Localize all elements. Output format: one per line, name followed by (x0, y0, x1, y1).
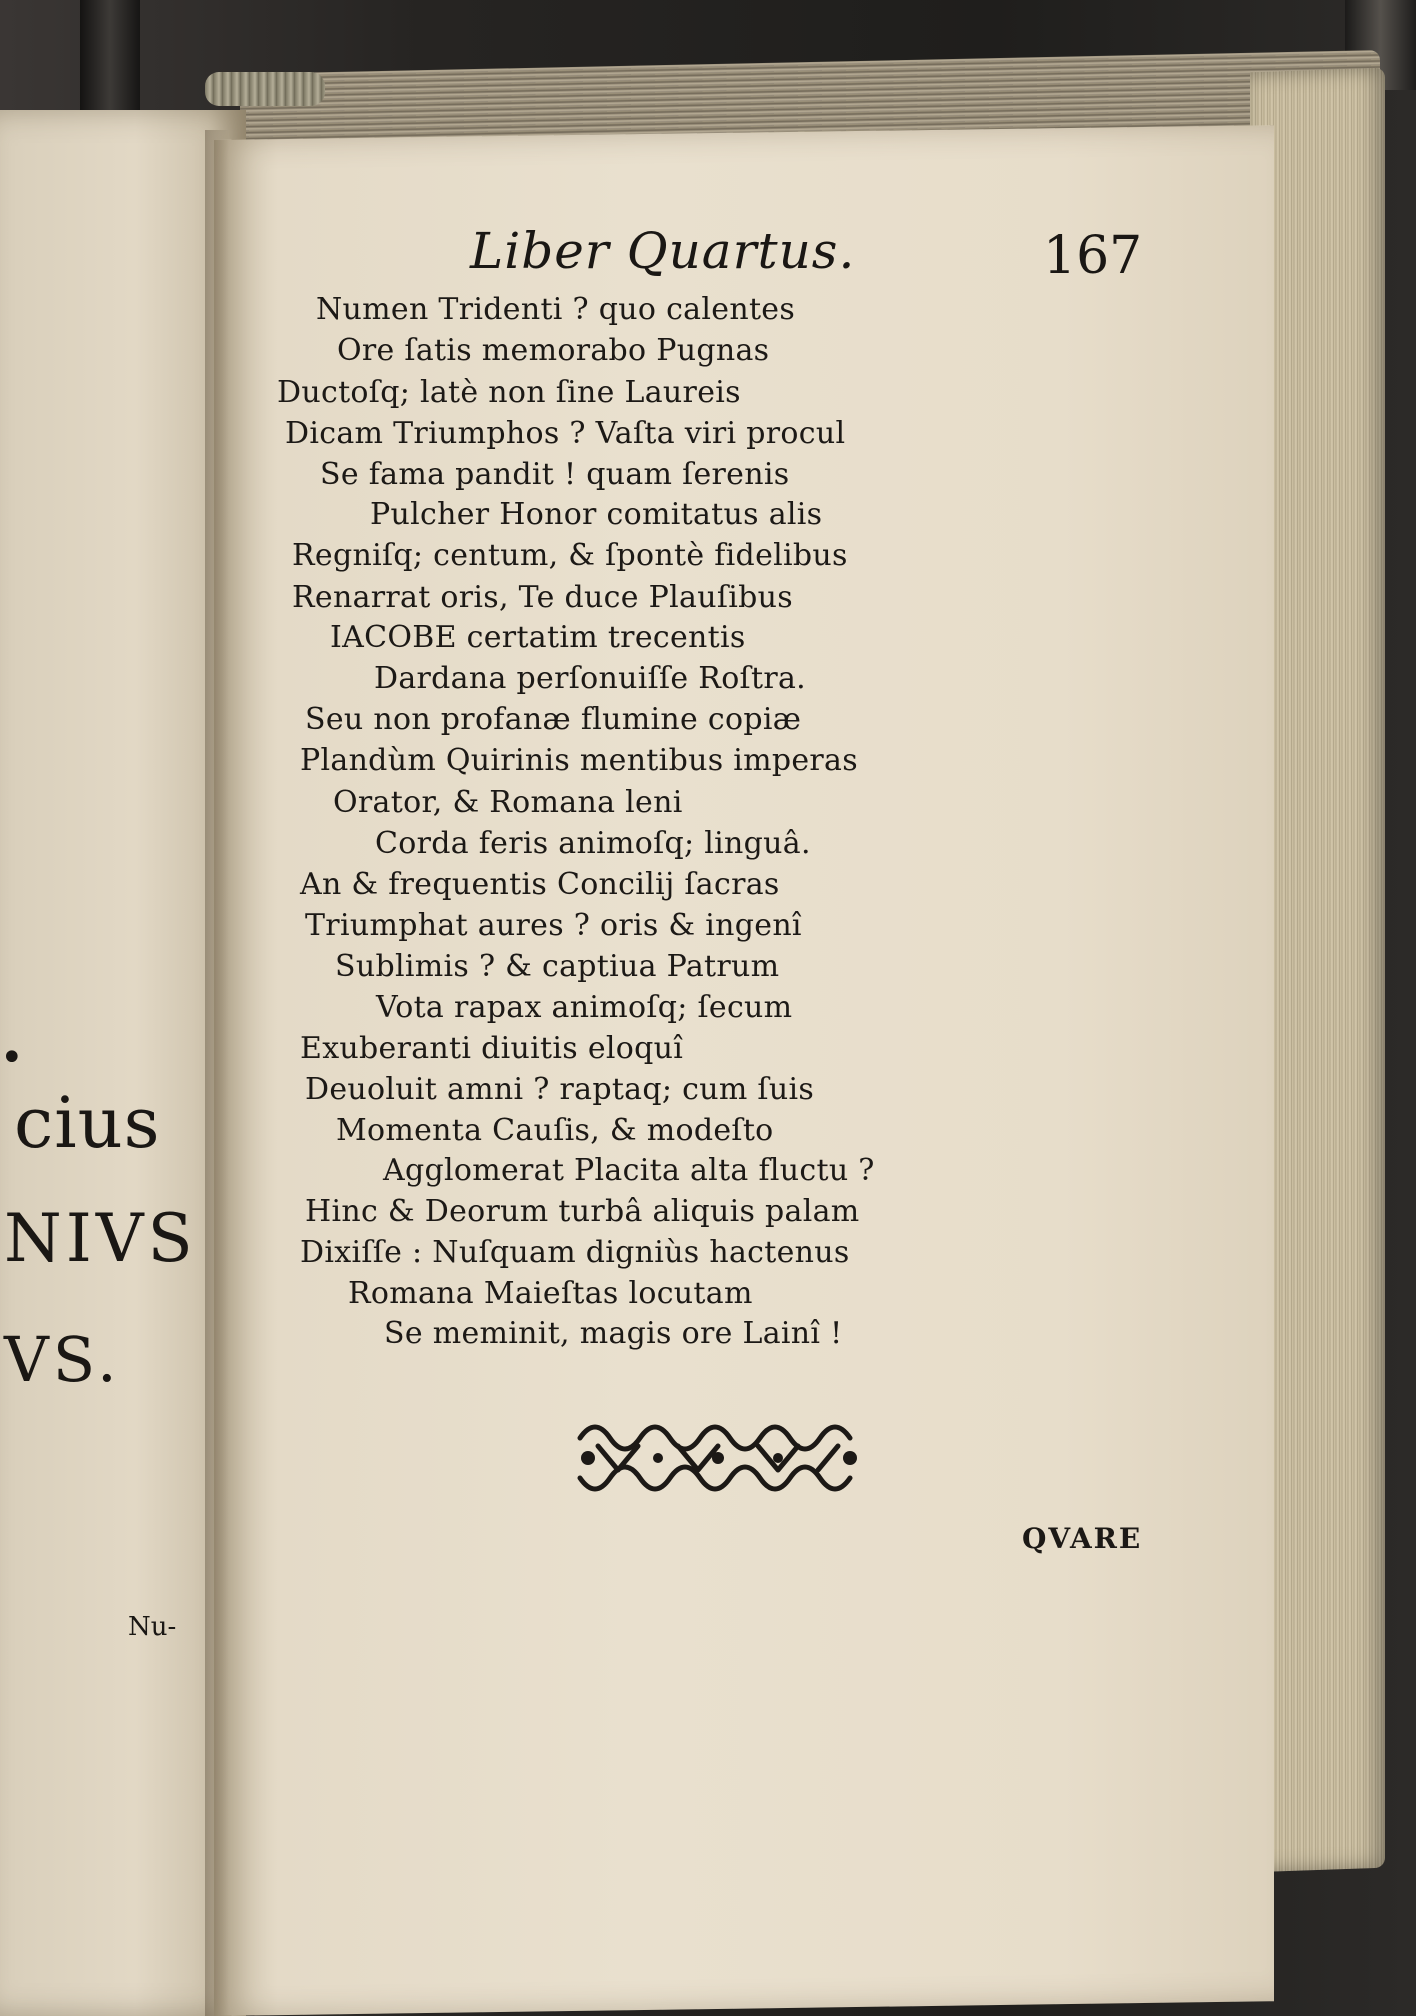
verse-line: Exuberanti diuitis eloquî (300, 1031, 684, 1066)
verso-fragment-vs: VS. (4, 1323, 121, 1396)
gutter-shadow (205, 130, 229, 2016)
running-head: Liber Quartus. (470, 222, 856, 280)
verse-line: IACOBE certatim trecentis (330, 620, 746, 655)
page-number: 167 (1043, 226, 1143, 286)
verse-line: Romana Maieſtas locutam (348, 1276, 753, 1311)
verse-line: Hinc & Deorum turbâ aliquis palam (305, 1194, 860, 1229)
verse-line: An & frequentis Concilij ſacras (300, 867, 780, 902)
verso-catchword: Nu- (128, 1612, 177, 1642)
verse-line: Vota rapax animoſq; ſecum (376, 990, 793, 1025)
verse-line: Sublimis ? & captiua Patrum (335, 949, 780, 984)
verse-line: Ductoſq; latè non ſine Laureis (277, 375, 741, 410)
verse-line: Se fama pandit ! quam ſerenis (320, 457, 790, 492)
verse-line: Corda feris animoſq; linguâ. (375, 826, 811, 861)
verso-fragment-nivs: NIVS (4, 1200, 197, 1277)
verse-line: Dixiſſe : Nuſquam digniùs hactenus (300, 1235, 850, 1270)
verse-line: Numen Tridenti ? quo calentes (316, 292, 796, 327)
verse-line: Deuoluit amni ? raptaq; cum ſuis (305, 1072, 815, 1107)
verse-line: Dardana perſonuiſſe Roſtra. (374, 661, 806, 696)
verse-line: Orator, & Romana leni (333, 785, 683, 820)
clasp-strap-left (80, 0, 140, 110)
verso-dot: • (0, 1035, 24, 1081)
verse-line: Agglomerat Placita alta fluctu ? (383, 1153, 875, 1188)
verse-line: Momenta Cauſis, & modeſto (336, 1113, 774, 1148)
verse-line: Triumphat aures ? oris & ingenî (305, 908, 802, 943)
verse-line: Ore ſatis memorabo Pugnas (337, 333, 770, 368)
verse-line: Dicam Triumphos ? Vaſta viri procul (285, 416, 846, 451)
verse-line: Renarrat oris, Te duce Plauſibus (292, 580, 793, 615)
verse-line: Se meminit, magis ore Lainî ! (384, 1316, 843, 1351)
ornament-icon (568, 1408, 868, 1508)
verso-fragment-cius: cius (14, 1082, 161, 1164)
verse-line: Regniſq; centum, & ſpontè fidelibus (292, 538, 848, 573)
catchword: QVARE (1022, 1522, 1143, 1555)
verse-line: Pulcher Honor comitatus alis (370, 497, 823, 532)
verse-line: Seu non profanæ flumine copiæ (305, 702, 802, 737)
verse-line: Plandùm Quirinis mentibus imperas (300, 743, 858, 778)
headband (205, 72, 325, 106)
